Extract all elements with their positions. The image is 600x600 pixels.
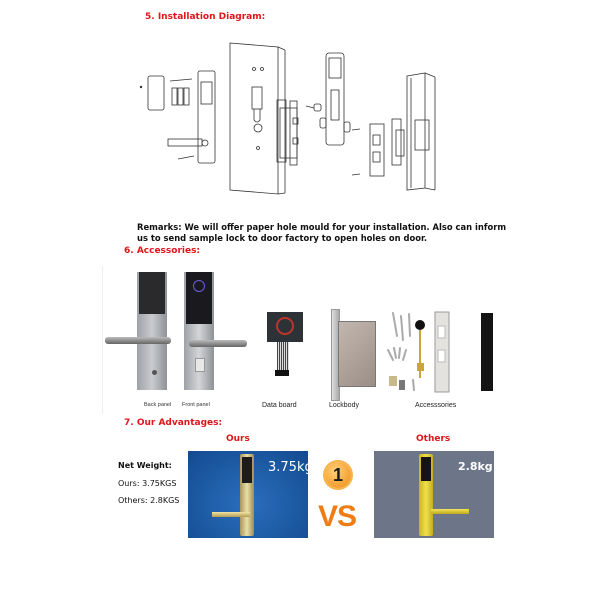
front-panel-drawing — [168, 71, 215, 163]
caption-accessories: Accesssories — [415, 402, 457, 409]
others-weight-badge: 2.8kg — [458, 460, 493, 473]
front-panel-handle — [189, 340, 247, 347]
net-weight-label: Net Weight: — [118, 461, 172, 470]
ours-weight-badge: 3.75kg — [268, 460, 313, 475]
installation-diagram — [130, 38, 470, 208]
accessories-screws-photo — [383, 308, 463, 393]
rank-number: 1 — [332, 464, 343, 485]
caption-lockbody: Lockbody — [329, 402, 359, 409]
accessories-heading: 6. Accessories: — [124, 246, 201, 256]
accessories-photo-panel — [102, 266, 521, 414]
caption-front-panel: Front panel — [182, 402, 210, 408]
lockbody-drawing — [277, 100, 298, 165]
accessories-strike-box-photo — [481, 313, 493, 391]
installation-heading: 5. Installation Diagram: — [145, 12, 266, 22]
data-board-connector — [275, 370, 289, 376]
others-label: Others — [416, 434, 451, 444]
others-lock-handle — [431, 509, 469, 514]
back-panel-handle — [105, 337, 171, 344]
cylinder-drawing — [306, 104, 321, 111]
remarks-text: Remarks: We will offer paper hole mould for your installation. Also can inform us to send sample lock to door factory to open holes on door. — [137, 222, 507, 243]
batteries-drawing — [170, 79, 192, 105]
back-panel-photo — [137, 272, 167, 390]
ours-lock-handle — [212, 512, 250, 517]
data-board-wires — [277, 342, 289, 370]
ours-label: Ours — [226, 434, 250, 444]
rank-badge — [325, 462, 351, 488]
lockbody-photo — [338, 321, 376, 387]
advantages-heading: 7. Our Advantages: — [124, 418, 223, 428]
caption-data-board: Data board — [262, 402, 297, 409]
others-weight: Others: 2.8KGS — [118, 496, 180, 505]
battery-cover-drawing — [140, 76, 164, 110]
others-lock-body — [419, 454, 433, 536]
door-frame-drawing — [407, 73, 435, 190]
strike-plate-drawing — [352, 119, 404, 176]
caption-back-panel: Back panel — [144, 402, 172, 408]
vs-text: VS — [318, 500, 357, 533]
ours-weight: Ours: 3.75KGS — [118, 479, 177, 488]
others-lock-photo — [374, 451, 494, 538]
ours-lock-body — [240, 454, 254, 536]
ours-lock-photo — [188, 451, 313, 538]
back-panel-drawing — [320, 53, 350, 145]
data-board-photo — [267, 312, 303, 342]
front-panel-photo — [184, 272, 214, 390]
